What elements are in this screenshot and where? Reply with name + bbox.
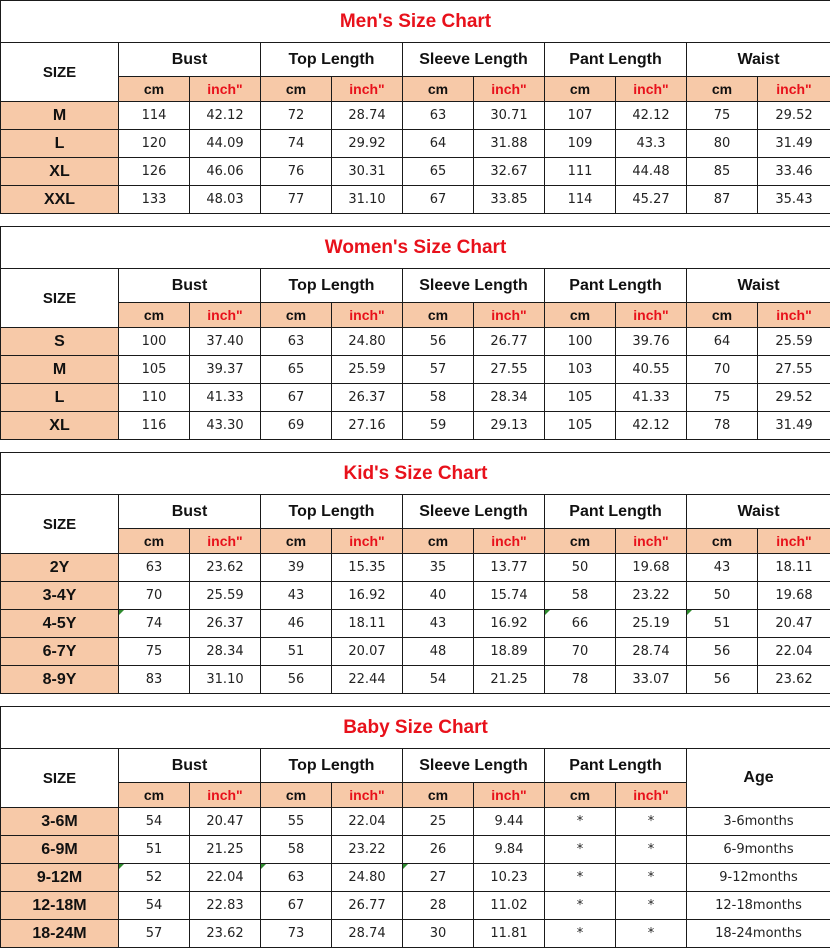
table-cell: 64 xyxy=(687,328,758,356)
pant-length-header: Pant Length xyxy=(545,269,687,303)
table-cell: 29.52 xyxy=(758,102,830,130)
table-cell: 28.74 xyxy=(616,638,687,666)
sleeve-length-header: Sleeve Length xyxy=(403,269,545,303)
table-cell: 19.68 xyxy=(616,554,687,582)
table-cell: 48.03 xyxy=(190,186,261,214)
table-cell: 39 xyxy=(261,554,332,582)
table-cell: 33.85 xyxy=(474,186,545,214)
table-cell: 23.22 xyxy=(616,582,687,610)
table-row xyxy=(1,102,830,130)
table-cell: 70 xyxy=(545,638,616,666)
table-cell: 33.46 xyxy=(758,158,830,186)
table-cell: 43.3 xyxy=(616,130,687,158)
sleeve-length-header: Sleeve Length xyxy=(403,749,545,783)
table-cell: * xyxy=(545,892,616,920)
table-cell: * xyxy=(545,836,616,864)
unit-inch: inch" xyxy=(190,77,261,102)
table-cell: 13.77 xyxy=(474,554,545,582)
table-cell: 54 xyxy=(119,808,190,836)
table-row xyxy=(1,892,830,920)
unit-cm: cm xyxy=(545,783,616,808)
table-cell: 58 xyxy=(545,582,616,610)
table-cell: 21.25 xyxy=(190,836,261,864)
table-cell: 25 xyxy=(403,808,474,836)
table-cell: 18.11 xyxy=(758,554,830,582)
pant-length-header: Pant Length xyxy=(545,43,687,77)
table-cell: 11.02 xyxy=(474,892,545,920)
women-rows xyxy=(1,328,830,440)
table-cell: 105 xyxy=(119,356,190,384)
table-cell: 3-6months xyxy=(687,808,830,836)
table-cell: 37.40 xyxy=(190,328,261,356)
table-cell: 83 xyxy=(119,666,190,694)
table-cell: * xyxy=(545,864,616,892)
table-cell: 100 xyxy=(119,328,190,356)
unit-inch: inch" xyxy=(616,303,687,328)
table-cell: 22.44 xyxy=(332,666,403,694)
baby-size-table xyxy=(0,706,830,948)
table-cell: 116 xyxy=(119,412,190,440)
table-cell: * xyxy=(545,920,616,948)
table-cell: 30.71 xyxy=(474,102,545,130)
table-row xyxy=(1,158,830,186)
unit-cm: cm xyxy=(403,77,474,102)
pant-length-header: Pant Length xyxy=(545,749,687,783)
size-label: M xyxy=(1,102,119,130)
size-label: XL xyxy=(1,158,119,186)
table-row xyxy=(1,638,830,666)
table-cell: 28.34 xyxy=(474,384,545,412)
unit-cm: cm xyxy=(403,783,474,808)
bust-header: Bust xyxy=(119,495,261,529)
baby-size-chart xyxy=(0,706,830,948)
table-cell: 25.59 xyxy=(190,582,261,610)
size-header: SIZE xyxy=(1,495,119,554)
table-cell: * xyxy=(616,864,687,892)
size-label: 12-18M xyxy=(1,892,119,920)
table-cell: * xyxy=(616,920,687,948)
table-cell: 75 xyxy=(687,102,758,130)
table-cell: 63 xyxy=(403,102,474,130)
table-cell: 22.04 xyxy=(332,808,403,836)
table-cell: 43 xyxy=(261,582,332,610)
table-cell: 23.62 xyxy=(758,666,830,694)
size-label: L xyxy=(1,384,119,412)
table-cell: 39.76 xyxy=(616,328,687,356)
table-row xyxy=(1,328,830,356)
table-cell: 48 xyxy=(403,638,474,666)
table-cell: 26.77 xyxy=(332,892,403,920)
unit-inch: inch" xyxy=(758,303,830,328)
table-cell: 9.84 xyxy=(474,836,545,864)
table-cell: 29.13 xyxy=(474,412,545,440)
table-cell: 70 xyxy=(687,356,758,384)
size-label: XL xyxy=(1,412,119,440)
table-cell: 46.06 xyxy=(190,158,261,186)
table-cell: 78 xyxy=(687,412,758,440)
unit-cm: cm xyxy=(545,77,616,102)
kids-chart-title: Kid's Size Chart xyxy=(1,453,830,495)
table-row xyxy=(1,864,830,892)
table-cell: 65 xyxy=(261,356,332,384)
size-label: 6-7Y xyxy=(1,638,119,666)
table-cell: 52 xyxy=(119,864,190,892)
table-cell: 26.37 xyxy=(190,610,261,638)
unit-cm: cm xyxy=(119,529,190,554)
table-cell: 43 xyxy=(687,554,758,582)
top-length-header: Top Length xyxy=(261,749,403,783)
table-cell: 105 xyxy=(545,412,616,440)
table-cell: 109 xyxy=(545,130,616,158)
men-chart-title: Men's Size Chart xyxy=(1,1,830,43)
unit-cm: cm xyxy=(545,303,616,328)
table-row xyxy=(1,836,830,864)
waist-header: Waist xyxy=(687,495,830,529)
table-cell: * xyxy=(545,808,616,836)
table-cell: 126 xyxy=(119,158,190,186)
table-cell: 42.12 xyxy=(616,102,687,130)
table-cell: 23.22 xyxy=(332,836,403,864)
table-row xyxy=(1,666,830,694)
men-rows xyxy=(1,102,830,214)
table-cell: 33.07 xyxy=(616,666,687,694)
baby-rows xyxy=(1,808,830,948)
unit-cm: cm xyxy=(545,529,616,554)
table-cell: 105 xyxy=(545,384,616,412)
table-row xyxy=(1,554,830,582)
size-label: 9-12M xyxy=(1,864,119,892)
table-cell: * xyxy=(616,836,687,864)
size-label: XXL xyxy=(1,186,119,214)
table-cell: 58 xyxy=(403,384,474,412)
table-cell: 31.10 xyxy=(332,186,403,214)
unit-cm: cm xyxy=(403,529,474,554)
table-cell: 103 xyxy=(545,356,616,384)
unit-inch: inch" xyxy=(332,303,403,328)
unit-cm: cm xyxy=(261,783,332,808)
table-cell: 110 xyxy=(119,384,190,412)
table-cell: 42.12 xyxy=(190,102,261,130)
table-cell: 100 xyxy=(545,328,616,356)
table-cell: 25.59 xyxy=(758,328,830,356)
table-cell: 107 xyxy=(545,102,616,130)
table-cell: 42.12 xyxy=(616,412,687,440)
unit-cm: cm xyxy=(261,77,332,102)
women-size-table xyxy=(0,226,830,440)
unit-cm: cm xyxy=(119,783,190,808)
table-cell: 67 xyxy=(403,186,474,214)
table-row xyxy=(1,186,830,214)
unit-inch: inch" xyxy=(474,529,545,554)
table-cell: 74 xyxy=(119,610,190,638)
table-cell: 66 xyxy=(545,610,616,638)
size-label: 2Y xyxy=(1,554,119,582)
table-cell: 87 xyxy=(687,186,758,214)
table-cell: 26.77 xyxy=(474,328,545,356)
bust-header: Bust xyxy=(119,269,261,303)
table-cell: 114 xyxy=(119,102,190,130)
top-length-header: Top Length xyxy=(261,269,403,303)
table-cell: 63 xyxy=(261,328,332,356)
table-cell: 77 xyxy=(261,186,332,214)
size-label: L xyxy=(1,130,119,158)
table-cell: 43.30 xyxy=(190,412,261,440)
table-cell: 51 xyxy=(119,836,190,864)
table-cell: 21.25 xyxy=(474,666,545,694)
bust-header: Bust xyxy=(119,43,261,77)
baby-chart-title: Baby Size Chart xyxy=(1,707,830,749)
table-cell: 25.19 xyxy=(616,610,687,638)
table-cell: 59 xyxy=(403,412,474,440)
table-cell: 26 xyxy=(403,836,474,864)
table-cell: 30 xyxy=(403,920,474,948)
table-cell: 20.47 xyxy=(190,808,261,836)
unit-inch: inch" xyxy=(332,783,403,808)
sleeve-length-header: Sleeve Length xyxy=(403,43,545,77)
table-cell: 18-24months xyxy=(687,920,830,948)
kids-rows xyxy=(1,554,830,694)
table-cell: 39.37 xyxy=(190,356,261,384)
table-cell: 67 xyxy=(261,892,332,920)
unit-inch: inch" xyxy=(616,77,687,102)
table-cell: 22.04 xyxy=(758,638,830,666)
bust-header: Bust xyxy=(119,749,261,783)
table-cell: 69 xyxy=(261,412,332,440)
table-cell: 35.43 xyxy=(758,186,830,214)
sleeve-length-header: Sleeve Length xyxy=(403,495,545,529)
table-cell: 28.74 xyxy=(332,102,403,130)
size-label: 8-9Y xyxy=(1,666,119,694)
kids-size-chart xyxy=(0,452,830,694)
table-cell: 45.27 xyxy=(616,186,687,214)
unit-inch: inch" xyxy=(758,77,830,102)
table-cell: 44.48 xyxy=(616,158,687,186)
table-cell: 9-12months xyxy=(687,864,830,892)
table-cell: 67 xyxy=(261,384,332,412)
table-cell: 31.10 xyxy=(190,666,261,694)
unit-inch: inch" xyxy=(190,529,261,554)
men-size-table xyxy=(0,0,830,214)
table-cell: 41.33 xyxy=(616,384,687,412)
table-cell: 54 xyxy=(403,666,474,694)
unit-cm: cm xyxy=(687,303,758,328)
table-cell: 31.88 xyxy=(474,130,545,158)
table-cell: 70 xyxy=(119,582,190,610)
table-cell: 24.80 xyxy=(332,328,403,356)
pant-length-header: Pant Length xyxy=(545,495,687,529)
table-cell: 43 xyxy=(403,610,474,638)
table-cell: 63 xyxy=(261,864,332,892)
table-cell: 85 xyxy=(687,158,758,186)
unit-inch: inch" xyxy=(758,529,830,554)
table-cell: 30.31 xyxy=(332,158,403,186)
table-cell: 50 xyxy=(545,554,616,582)
table-cell: 78 xyxy=(545,666,616,694)
table-cell: 27.16 xyxy=(332,412,403,440)
men-size-chart xyxy=(0,0,830,214)
table-cell: 28 xyxy=(403,892,474,920)
table-cell: 31.49 xyxy=(758,412,830,440)
table-cell: 9.44 xyxy=(474,808,545,836)
age-header: Age xyxy=(687,749,830,808)
table-cell: 50 xyxy=(687,582,758,610)
table-cell: 75 xyxy=(119,638,190,666)
unit-inch: inch" xyxy=(474,783,545,808)
size-header: SIZE xyxy=(1,749,119,808)
table-cell: 40.55 xyxy=(616,356,687,384)
unit-inch: inch" xyxy=(474,303,545,328)
unit-cm: cm xyxy=(119,303,190,328)
table-cell: 29.52 xyxy=(758,384,830,412)
table-cell: 18.11 xyxy=(332,610,403,638)
waist-header: Waist xyxy=(687,43,830,77)
table-cell: 65 xyxy=(403,158,474,186)
table-cell: 56 xyxy=(687,666,758,694)
women-size-chart xyxy=(0,226,830,440)
size-label: 3-6M xyxy=(1,808,119,836)
table-cell: 114 xyxy=(545,186,616,214)
table-cell: 20.07 xyxy=(332,638,403,666)
table-cell: 40 xyxy=(403,582,474,610)
table-cell: * xyxy=(616,808,687,836)
size-label: 6-9M xyxy=(1,836,119,864)
table-cell: 57 xyxy=(119,920,190,948)
table-cell: 51 xyxy=(687,610,758,638)
table-cell: 111 xyxy=(545,158,616,186)
table-cell: 27 xyxy=(403,864,474,892)
size-label: S xyxy=(1,328,119,356)
unit-cm: cm xyxy=(261,529,332,554)
table-row xyxy=(1,384,830,412)
table-cell: 18.89 xyxy=(474,638,545,666)
table-cell: 63 xyxy=(119,554,190,582)
table-cell: 32.67 xyxy=(474,158,545,186)
table-cell: 56 xyxy=(403,328,474,356)
unit-inch: inch" xyxy=(190,783,261,808)
table-cell: 133 xyxy=(119,186,190,214)
size-label: 4-5Y xyxy=(1,610,119,638)
size-label: 3-4Y xyxy=(1,582,119,610)
unit-inch: inch" xyxy=(190,303,261,328)
table-cell: 29.92 xyxy=(332,130,403,158)
unit-cm: cm xyxy=(687,77,758,102)
table-row xyxy=(1,130,830,158)
table-cell: 15.74 xyxy=(474,582,545,610)
size-label: M xyxy=(1,356,119,384)
table-row xyxy=(1,412,830,440)
table-cell: 41.33 xyxy=(190,384,261,412)
table-cell: 31.49 xyxy=(758,130,830,158)
table-cell: 28.34 xyxy=(190,638,261,666)
table-cell: 46 xyxy=(261,610,332,638)
table-cell: 72 xyxy=(261,102,332,130)
table-cell: 11.81 xyxy=(474,920,545,948)
unit-inch: inch" xyxy=(332,77,403,102)
table-cell: 24.80 xyxy=(332,864,403,892)
waist-header: Waist xyxy=(687,269,830,303)
table-cell: 26.37 xyxy=(332,384,403,412)
table-cell: 57 xyxy=(403,356,474,384)
unit-cm: cm xyxy=(261,303,332,328)
table-cell: 23.62 xyxy=(190,554,261,582)
unit-cm: cm xyxy=(403,303,474,328)
table-cell: 15.35 xyxy=(332,554,403,582)
table-cell: 35 xyxy=(403,554,474,582)
table-cell: 74 xyxy=(261,130,332,158)
table-cell: 54 xyxy=(119,892,190,920)
table-cell: 55 xyxy=(261,808,332,836)
table-cell: 56 xyxy=(261,666,332,694)
women-chart-title: Women's Size Chart xyxy=(1,227,830,269)
table-cell: 12-18months xyxy=(687,892,830,920)
unit-inch: inch" xyxy=(474,77,545,102)
table-cell: 22.04 xyxy=(190,864,261,892)
unit-inch: inch" xyxy=(616,529,687,554)
size-label: 18-24M xyxy=(1,920,119,948)
table-cell: 16.92 xyxy=(474,610,545,638)
table-cell: 64 xyxy=(403,130,474,158)
size-header: SIZE xyxy=(1,269,119,328)
table-cell: 6-9months xyxy=(687,836,830,864)
size-header: SIZE xyxy=(1,43,119,102)
table-cell: 120 xyxy=(119,130,190,158)
table-row xyxy=(1,920,830,948)
table-cell: 16.92 xyxy=(332,582,403,610)
top-length-header: Top Length xyxy=(261,495,403,529)
table-cell: 20.47 xyxy=(758,610,830,638)
table-cell: 25.59 xyxy=(332,356,403,384)
unit-cm: cm xyxy=(119,77,190,102)
table-row xyxy=(1,610,830,638)
table-cell: 10.23 xyxy=(474,864,545,892)
unit-cm: cm xyxy=(687,529,758,554)
table-cell: 80 xyxy=(687,130,758,158)
table-cell: 19.68 xyxy=(758,582,830,610)
table-cell: 56 xyxy=(687,638,758,666)
table-row xyxy=(1,356,830,384)
table-cell: 76 xyxy=(261,158,332,186)
table-row xyxy=(1,808,830,836)
table-cell: 27.55 xyxy=(758,356,830,384)
table-cell: 44.09 xyxy=(190,130,261,158)
table-cell: 23.62 xyxy=(190,920,261,948)
kids-size-table xyxy=(0,452,830,694)
unit-inch: inch" xyxy=(616,783,687,808)
unit-inch: inch" xyxy=(332,529,403,554)
table-cell: 75 xyxy=(687,384,758,412)
table-cell: 27.55 xyxy=(474,356,545,384)
table-cell: 73 xyxy=(261,920,332,948)
table-cell: * xyxy=(616,892,687,920)
table-cell: 28.74 xyxy=(332,920,403,948)
table-cell: 22.83 xyxy=(190,892,261,920)
table-cell: 58 xyxy=(261,836,332,864)
table-row xyxy=(1,582,830,610)
top-length-header: Top Length xyxy=(261,43,403,77)
table-cell: 51 xyxy=(261,638,332,666)
